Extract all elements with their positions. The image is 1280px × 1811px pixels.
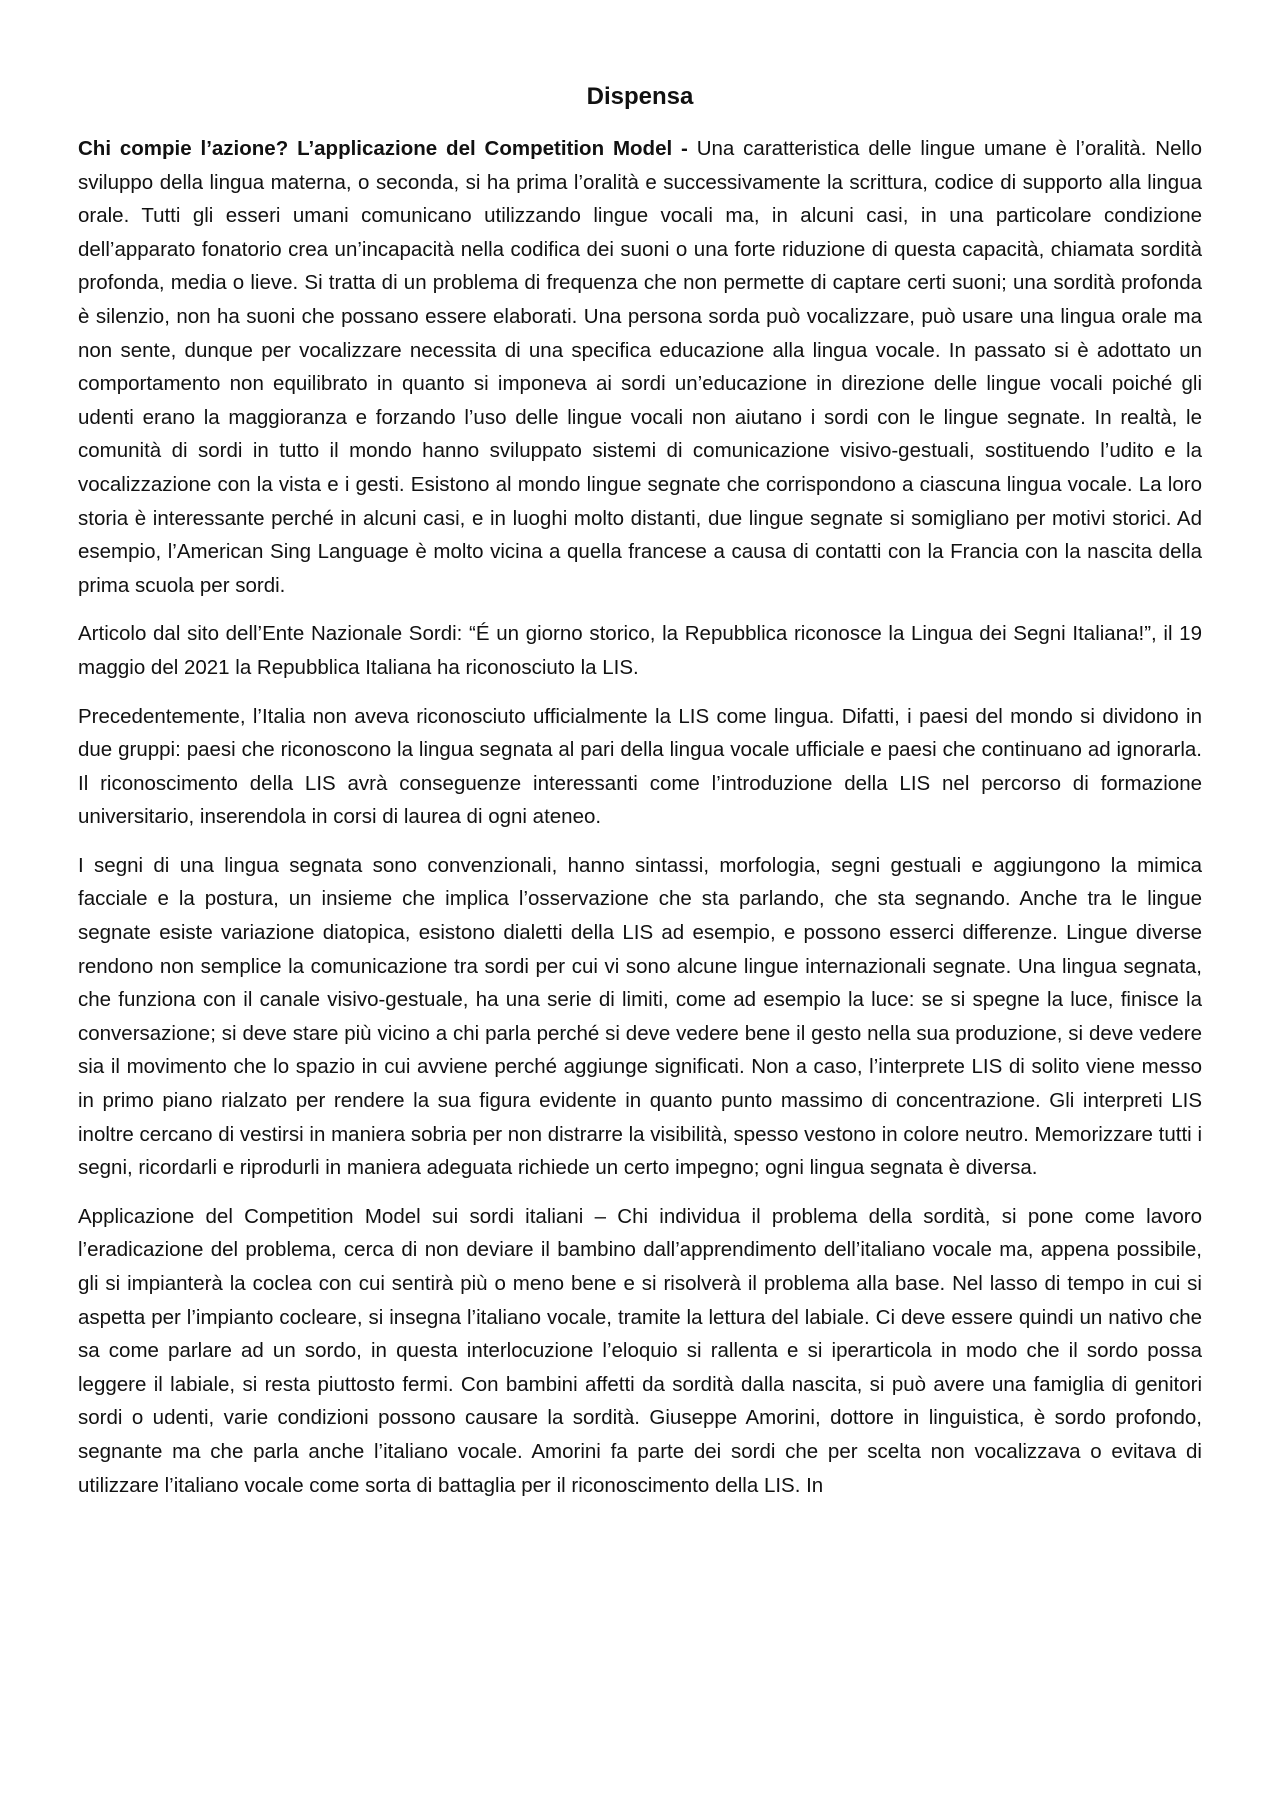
paragraph-lis-recognition: Precedentemente, l’Italia non aveva riconosciuto ufficialmente la LIS come lingua. Difatti, i paesi del mondo si dividono in due gruppi: paesi che riconoscono la lingua segnata al pari della lingua vocale ufficiale e paesi che continuano ad ignorarla. Il riconoscimento della LIS avrà conseguenze interessanti come l’introduzione della LIS nel percorso di formazione universitario, inserendola in corsi di laurea di ogni ateneo. (78, 704, 1202, 829)
document-title: Dispensa (586, 83, 694, 110)
paragraph-lead-heading: Chi compie l’azione? L’applicazione del Competition Model - (78, 137, 697, 160)
paragraph-sign-language-features: I segni di una lingua segnata sono convenzionali, hanno sintassi, morfologia, segni gestuali e aggiungono la mimica facciale e la postura, un insieme che implica l’osservazione che sta parlando, che sta segnando. Anche tra le lingue segnate esiste variazione diatopica, esistono dialetti della LIS ad esempio, e possono esserci differenze. Lingue diverse rendono non semplice la comunicazione tra sordi per cui vi sono alcune lingue internazionali segnate. Una lingua segnata, che funziona con il canale visivo-gestuale, ha una serie di limiti, come ad esempio la luce: se si spegne la luce, finisce la conversazione; si deve stare più vicino a chi parla perché si deve vedere bene il gesto nella sua produzione, si deve vedere sia il movimento che lo spazio in cui avviene perché aggiunge significati. Non a caso, l’interprete LIS di solito viene messo in primo piano rialzato per rendere la sua figura evidente in quanto punto massimo di concentrazione. Gli interpreti LIS inoltre cercano di vestirsi in maniera sobria per non distrarre la visibilità, spesso vestono in colore neutro. Memorizzare tutti i segni, ricordarli e riprodurli in maniera adeguata richiede un certo impegno; ogni lingua segnata è diversa. (78, 853, 1202, 1180)
paragraph-body: Una caratteristica delle lingue umane è l’oralità. Nello sviluppo della lingua materna, o seconda, si ha prima l’oralità e successivamente la scrittura, codice di supporto alla lingua orale. Tutti gli esseri umani comunicano utilizzando lingue vocali ma, in alcuni casi, in una particolare condizione dell’apparato fonatorio crea un’incapacità nella codifica dei suoni o una forte riduzione di questa capacità, chiamata sordità profonda, media o lieve. Si tratta di un problema di frequenza che non permette di captare certi suoni; una sordità profonda è silenzio, non ha suoni che possano essere elaborati. Una persona sorda può vocalizzare, può usare una lingua orale ma non sente, dunque per vocalizzare necessita di una specifica educazione alla lingua vocale. In passato si è adottato un comportamento non equilibrato in quanto si imponeva ai sordi un’educazione in direzione delle lingue vocali poiché gli udenti erano la maggioranza e forzando l’uso delle lingue vocali non aiutano i sordi con le lingue segnate. In realtà, le comunità di sordi in tutto il mondo hanno sviluppato sistemi di comunicazione visivo-gestuali, sostituendo l’udito e la vocalizzazione con la vista e i gesti. Esistono al mondo lingue segnate che corrispondono a ciascuna lingua vocale. La loro storia è interessante perché in alcuni casi, e in luoghi molto distanti, due lingue segnate si somigliano per motivi storici. Ad esempio, l’American Sing Language è molto vicina a quella francese a causa di contatti con la Francia con la nascita della prima scuola per sordi. (78, 137, 1202, 597)
paragraph-ens-article: Articolo dal sito dell’Ente Nazionale Sordi: “É un giorno storico, la Repubblica riconosce la Lingua dei Segni Italiana!”, il 19 maggio del 2021 la Repubblica Italiana ha riconosciuto la LIS. (78, 622, 1202, 679)
paragraph-competition-model-intro (78, 132, 1202, 602)
paragraph-competition-model-deaf-italians: Applicazione del Competition Model sui sordi italiani – Chi individua il problema della sordità, si pone come lavoro l’eradicazione del problema, cerca di non deviare il bambino dall’apprendimento dell’italiano vocale ma, appena possibile, gli si impianterà la coclea con cui sentirà più o meno bene e si risolverà il problema alla base. Nel lasso di tempo in cui si aspetta per l’impianto cocleare, si insegna l’italiano vocale, tramite la lettura del labiale. Ci deve essere quindi un nativo che sa come parlare ad un sordo, in questa interlocuzione l’eloquio si rallenta e si iperarticola in modo che il sordo possa leggere il labiale, si resta piuttosto fermi. Con bambini affetti da sordità dalla nascita, si può avere una famiglia di genitori sordi o udenti, varie condizioni possono causare la sordità. Giuseppe Amorini, dottore in linguistica, è sordo profondo, segnante ma che parla anche l’italiano vocale. Amorini fa parte dei sordi che per scelta non vocalizzava o evitava di utilizzare l’italiano vocale come sorta di battaglia per il riconoscimento della LIS. In (78, 1204, 1202, 1497)
